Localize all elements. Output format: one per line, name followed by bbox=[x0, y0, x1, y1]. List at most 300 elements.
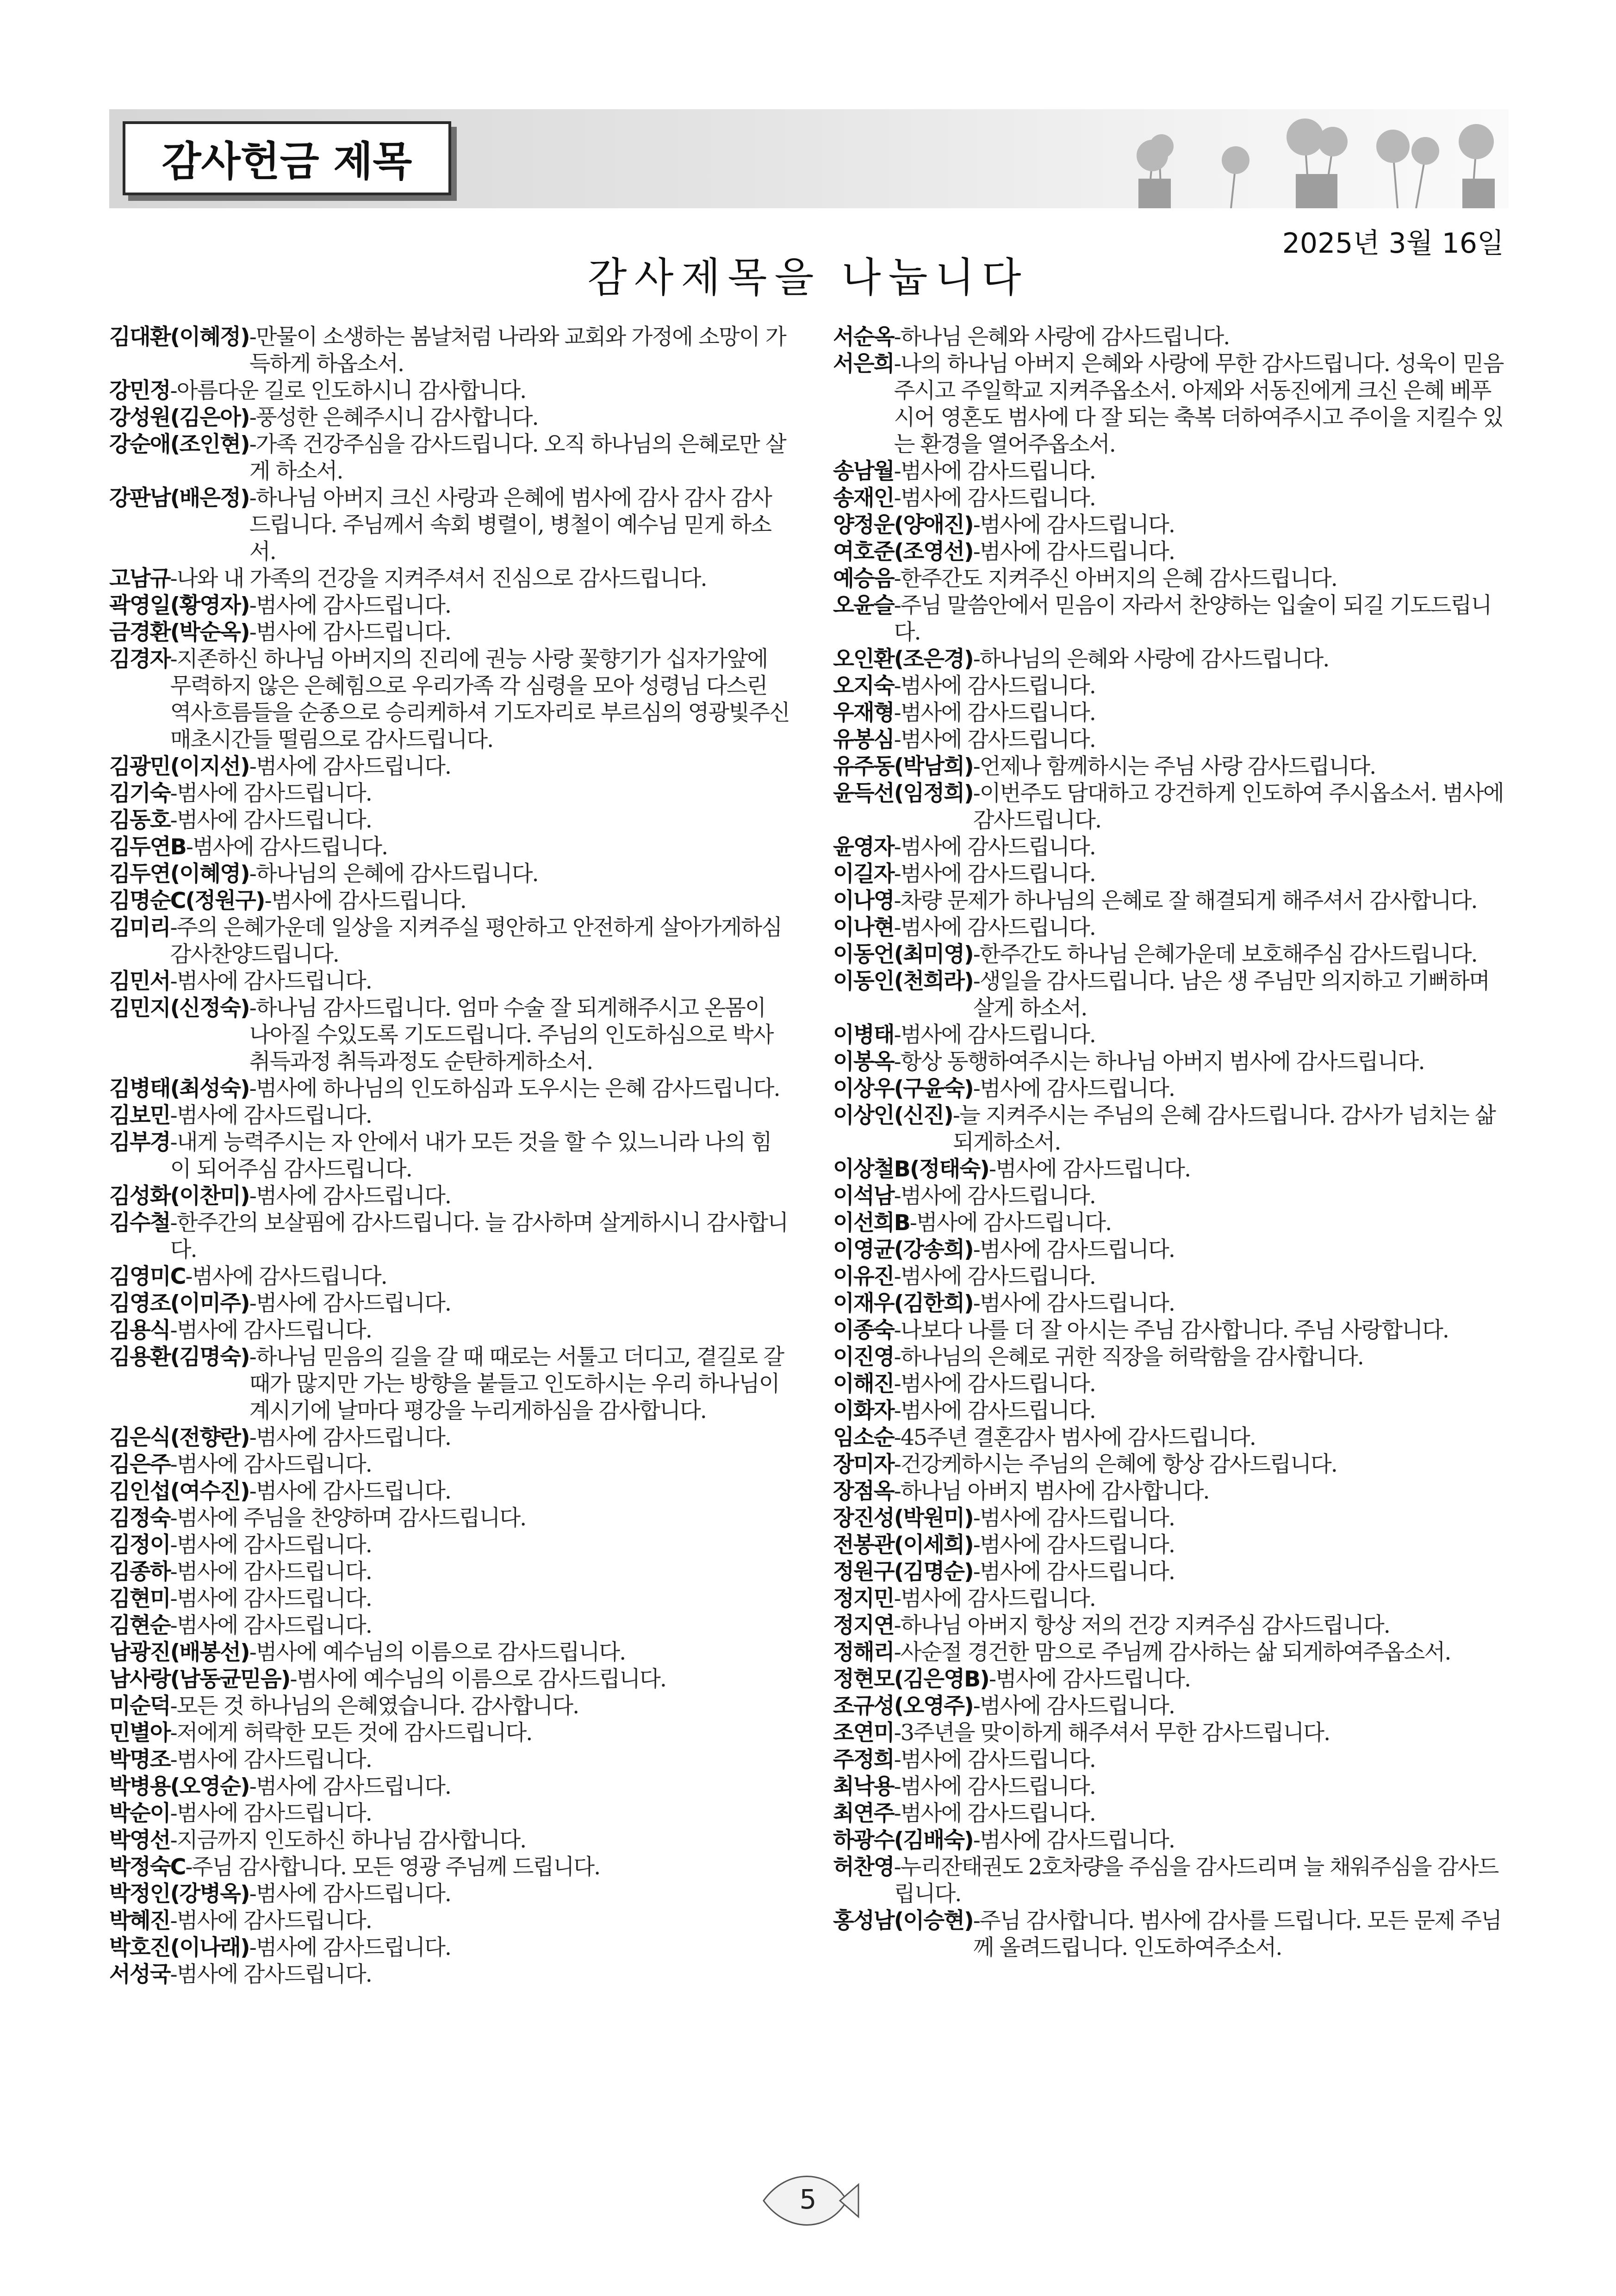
list-item bbox=[109, 1451, 789, 1478]
thanks-message: -범사에 감사드립니다. bbox=[185, 1264, 387, 1289]
thanks-message: -범사에 감사드립니다. bbox=[249, 1291, 451, 1316]
thanks-message: -범사에 감사드립니다. bbox=[264, 888, 466, 914]
thanks-message: -범사에 감사드립니다. bbox=[894, 1264, 1095, 1289]
donor-name: 서은희 bbox=[833, 351, 894, 377]
list-item bbox=[109, 1263, 789, 1290]
list-item bbox=[109, 592, 789, 619]
thanks-message: -주님 말씀안에서 믿음이 자라서 찬양하는 입술이 되길 기도드립니다. bbox=[894, 593, 1492, 645]
page-number: 5 bbox=[799, 2184, 817, 2215]
donor-name: 최낙용 bbox=[833, 1774, 894, 1799]
thanks-message: -하나님 아버지 범사에 감사합니다. bbox=[894, 1479, 1209, 1504]
list-item bbox=[833, 888, 1509, 915]
thanks-message: -범사에 감사드립니다. bbox=[894, 1183, 1095, 1209]
list-item bbox=[833, 1183, 1509, 1210]
thanks-message: -범사에 감사드립니다. bbox=[894, 673, 1095, 699]
list-item bbox=[833, 915, 1509, 941]
list-item bbox=[833, 1586, 1509, 1612]
donor-name: 이나현 bbox=[833, 915, 894, 940]
donor-name: 이종숙 bbox=[833, 1318, 894, 1343]
donor-name: 곽영일(황영자) bbox=[109, 593, 249, 618]
donor-name: 이석남 bbox=[833, 1183, 894, 1209]
list-item bbox=[833, 1854, 1509, 1908]
thanks-message: -늘 지켜주시는 주님의 은혜 감사드립니다. 감사가 넘치는 삶 되게하소서. bbox=[952, 1103, 1495, 1155]
list-item bbox=[833, 1076, 1509, 1102]
donor-name: 이선희B bbox=[833, 1210, 910, 1236]
list-item bbox=[833, 566, 1509, 592]
donor-name: 이영균(강송희) bbox=[833, 1237, 973, 1263]
thanks-message: -지존하신 하나님 아버지의 진리에 권능 사랑 꽃향기가 십자가앞에 무력하지 않은 은혜힘으로 우리가족 각 심령을 모아 성령님 다스린 역사흐름들을 순종으로 승리케하셔 기도자리로 부르심의 영광빛주신 매초시간들 떨림으로 감사드립니다. bbox=[170, 647, 789, 753]
list-item bbox=[109, 1881, 789, 1908]
list-item bbox=[109, 1290, 789, 1317]
thanks-message: -범사에 감사드립니다. bbox=[988, 1667, 1191, 1692]
list-item bbox=[109, 1827, 789, 1854]
thanks-message: -범사에 감사드립니다. bbox=[249, 1935, 451, 1960]
list-item bbox=[109, 1317, 789, 1344]
thanks-message: -범사에 감사드립니다. bbox=[894, 485, 1095, 511]
thanks-message: -누리잔태권도 2호차량을 주심을 감사드리며 늘 채워주심을 감사드립니다. bbox=[894, 1854, 1498, 1907]
donor-name: 박순이 bbox=[109, 1801, 170, 1826]
list-item bbox=[109, 619, 789, 646]
donor-name: 김영조(이미주) bbox=[109, 1291, 249, 1316]
list-item bbox=[833, 941, 1509, 968]
thanks-message: -범사에 예수님의 이름으로 감사드립니다. bbox=[290, 1667, 666, 1692]
list-item bbox=[833, 1425, 1509, 1451]
donor-name: 김현순 bbox=[109, 1613, 170, 1638]
list-item bbox=[833, 1102, 1509, 1156]
donor-name: 김미리 bbox=[109, 915, 170, 940]
list-item bbox=[109, 1102, 789, 1129]
donor-name: 김종하 bbox=[109, 1559, 170, 1585]
donor-name: 장미자 bbox=[833, 1452, 894, 1477]
donor-name: 송남월 bbox=[833, 459, 894, 484]
thanks-message: -내게 능력주시는 자 안에서 내가 모든 것을 할 수 있느니라 나의 힘이 되어주심 감사드립니다. bbox=[170, 1130, 771, 1182]
thanks-message: -범사에 감사드립니다. bbox=[170, 1747, 372, 1773]
list-item bbox=[109, 1183, 789, 1210]
donor-name: 이해진 bbox=[833, 1371, 894, 1397]
thanks-message: -범사에 감사드립니다. bbox=[894, 861, 1095, 887]
donor-name: 김두연B bbox=[109, 834, 186, 860]
list-item bbox=[109, 1505, 789, 1532]
list-item bbox=[109, 646, 789, 753]
list-item bbox=[833, 1022, 1509, 1049]
donor-name: 정지연 bbox=[833, 1613, 894, 1638]
list-item bbox=[109, 1129, 789, 1183]
list-item bbox=[833, 1666, 1509, 1693]
donor-name: 이동언(최미영) bbox=[833, 942, 973, 967]
thanks-message: -하나님의 은혜와 사랑에 감사드립니다. bbox=[973, 647, 1329, 672]
list-item bbox=[109, 1076, 789, 1102]
list-item bbox=[109, 1961, 789, 1988]
list-item bbox=[833, 1908, 1509, 1961]
thanks-message: -아름다운 길로 인도하시니 감사합니다. bbox=[170, 378, 526, 404]
donor-name: 전봉관(이세희) bbox=[833, 1532, 973, 1558]
thanks-message: -나보다 나를 더 잘 아시는 주님 감사합니다. 주님 사랑합니다. bbox=[894, 1318, 1448, 1343]
donor-name: 강판남(배은정) bbox=[109, 485, 249, 511]
list-item bbox=[833, 1773, 1509, 1800]
thanks-message: -범사에 감사드립니다. bbox=[894, 1586, 1095, 1612]
donor-name: 오지숙 bbox=[833, 673, 894, 699]
donor-name: 서성국 bbox=[109, 1962, 170, 1987]
thanks-message: -항상 동행하여주시는 하나님 아버지 범사에 감사드립니다. bbox=[894, 1049, 1424, 1075]
thanks-message: -범사에 감사드립니다. bbox=[973, 1237, 1175, 1263]
thanks-message: -하나님의 은혜로 귀한 직장을 허락함을 감사합니다. bbox=[894, 1344, 1363, 1370]
thanks-message: -범사에 감사드립니다. bbox=[894, 459, 1095, 484]
donor-name: 조연미 bbox=[833, 1720, 894, 1746]
list-item bbox=[833, 1317, 1509, 1344]
donor-name: 강순애(조인현) bbox=[109, 432, 249, 457]
donor-name: 박병용(오영순) bbox=[109, 1774, 249, 1799]
thanks-message: -범사에 감사드립니다. bbox=[249, 754, 451, 779]
list-item bbox=[833, 1451, 1509, 1478]
thanks-message: -한주간도 지켜주신 아버지의 은혜 감사드립니다. bbox=[894, 566, 1337, 591]
donor-name: 김정숙 bbox=[109, 1506, 170, 1531]
list-item bbox=[833, 1210, 1509, 1237]
donor-name: 김수철 bbox=[109, 1210, 170, 1236]
list-item bbox=[833, 1505, 1509, 1532]
list-item bbox=[109, 1532, 789, 1559]
donor-name: 이재우(김한희) bbox=[833, 1291, 973, 1316]
list-item bbox=[833, 1747, 1509, 1773]
donor-name: 정현모(김은영B) bbox=[833, 1667, 989, 1692]
list-item bbox=[833, 539, 1509, 566]
thanks-message: -범사에 감사드립니다. bbox=[186, 834, 388, 860]
thanks-message: -지금까지 인도하신 하나님 감사합니다. bbox=[170, 1828, 526, 1853]
thanks-message: -건강케하시는 주님의 은혜에 항상 감사드립니다. bbox=[894, 1452, 1337, 1477]
list-item bbox=[833, 1049, 1509, 1076]
list-item bbox=[833, 592, 1509, 646]
thanks-message: -범사에 감사드립니다. bbox=[894, 834, 1095, 860]
list-item bbox=[833, 1639, 1509, 1666]
thanks-message: -45주년 결혼감사 범사에 감사드립니다. bbox=[894, 1425, 1256, 1450]
list-item bbox=[109, 1854, 789, 1881]
thanks-message: -범사에 감사드립니다. bbox=[973, 1076, 1175, 1101]
thanks-message: -범사에 감사드립니다. bbox=[894, 1774, 1095, 1799]
thanks-message: -사순절 경건한 맘으로 주님께 감사하는 삶 되게하여주옵소서. bbox=[894, 1640, 1451, 1665]
list-item bbox=[833, 1398, 1509, 1425]
donor-name: 이나영 bbox=[833, 888, 894, 914]
thanks-message: -범사에 감사드립니다. bbox=[170, 1452, 372, 1477]
donor-name: 김병태(최성숙) bbox=[109, 1076, 249, 1101]
thanks-message: -주님 감사합니다. 범사에 감사를 드립니다. 모든 문제 주님께 올려드립니다. 인도하여주소서. bbox=[973, 1908, 1502, 1960]
donor-name: 유봉심 bbox=[833, 727, 894, 753]
list-item bbox=[109, 1908, 789, 1935]
thanks-message: -하나님 아버지 크신 사랑과 은혜에 범사에 감사 감사 감사드립니다. 주님께서 속회 병렬이, 병철이 예수님 믿게 하소서. bbox=[249, 485, 771, 565]
thanks-message: -범사에 감사드립니다. bbox=[973, 1506, 1175, 1531]
thanks-message: -3주년을 맞이하게 해주셔서 무한 감사드립니다. bbox=[894, 1720, 1330, 1746]
list-item bbox=[833, 727, 1509, 753]
list-item bbox=[833, 1371, 1509, 1398]
donor-name: 김부경 bbox=[109, 1130, 170, 1155]
donor-name: 김경자 bbox=[109, 647, 170, 672]
list-item bbox=[109, 968, 789, 995]
list-item bbox=[833, 968, 1509, 1022]
list-item bbox=[833, 673, 1509, 700]
thanks-message: -범사에 감사드립니다. bbox=[249, 620, 451, 645]
thanks-message: -생일을 감사드립니다. 남은 생 주님만 의지하고 기뻐하며 살게 하소서. bbox=[973, 969, 1489, 1021]
donor-name: 오윤슬 bbox=[833, 593, 894, 618]
thanks-message: -범사에 감사드립니다. bbox=[170, 808, 372, 833]
thanks-message: -범사에 주님을 찬양하며 감사드립니다. bbox=[170, 1506, 526, 1531]
thanksgiving-list-right bbox=[833, 324, 1509, 1961]
donor-name: 박정인(강병옥) bbox=[109, 1881, 249, 1907]
list-item bbox=[833, 646, 1509, 673]
donor-name: 이상우(구윤숙) bbox=[833, 1076, 973, 1101]
list-item bbox=[833, 1800, 1509, 1827]
thanks-message: -범사에 감사드립니다. bbox=[170, 1532, 372, 1558]
donor-name: 박호진(이나래) bbox=[109, 1935, 249, 1960]
donor-name: 김현미 bbox=[109, 1586, 170, 1612]
donor-name: 이병태 bbox=[833, 1022, 894, 1048]
thanks-message: -범사에 하나님의 인도하심과 도우시는 은혜 감사드립니다. bbox=[249, 1076, 780, 1101]
list-item bbox=[109, 888, 789, 915]
donor-name: 이유진 bbox=[833, 1264, 894, 1289]
donor-name: 윤영자 bbox=[833, 834, 894, 860]
donor-name: 고남규 bbox=[109, 566, 170, 591]
donor-name: 김용식 bbox=[109, 1318, 170, 1343]
thanks-message: -풍성한 은혜주시니 감사합니다. bbox=[249, 405, 538, 430]
thanks-message: -이번주도 담대하고 강건하게 인도하여 주시옵소서. 범사에 감사드립니다. bbox=[973, 781, 1504, 833]
thanks-message: -범사에 감사드립니다. bbox=[170, 1559, 372, 1585]
donor-name: 정해리 bbox=[833, 1640, 894, 1665]
donor-name: 이봉옥 bbox=[833, 1049, 894, 1075]
thanks-message: -범사에 감사드립니다. bbox=[894, 1022, 1095, 1048]
list-item bbox=[109, 485, 789, 566]
thanks-message: -범사에 감사드립니다. bbox=[170, 1103, 372, 1128]
donor-name: 이화자 bbox=[833, 1398, 894, 1424]
donor-name: 홍성남(이승현) bbox=[833, 1908, 973, 1934]
thanks-message: -하나님 믿음의 길을 갈 때 때로는 서툴고 더디고, 곁길로 갈때가 많지만 가는 방향을 붙들고 인도하시는 우리 하나님이 계시기에 날마다 평강을 누리게하심을 감사합니다. bbox=[249, 1344, 784, 1424]
donor-name: 임소순 bbox=[833, 1425, 894, 1450]
list-item bbox=[833, 324, 1509, 351]
donor-name: 하광수(김배숙) bbox=[833, 1828, 973, 1853]
list-item bbox=[109, 404, 789, 431]
thanks-message: -범사에 감사드립니다. bbox=[973, 1559, 1175, 1585]
donor-name: 장진성(박원미) bbox=[833, 1506, 973, 1531]
list-item bbox=[833, 1344, 1509, 1371]
list-item bbox=[109, 1720, 789, 1747]
list-item bbox=[109, 1478, 789, 1505]
list-item bbox=[109, 378, 789, 404]
list-item bbox=[109, 1586, 789, 1612]
thanks-message: -범사에 감사드립니다. bbox=[973, 1532, 1175, 1558]
donor-name: 이동인(천희라) bbox=[833, 969, 973, 994]
list-item bbox=[109, 1425, 789, 1451]
donor-name: 우재형 bbox=[833, 700, 894, 726]
list-item bbox=[109, 566, 789, 592]
thanks-message: -범사에 감사드립니다. bbox=[894, 727, 1095, 753]
thanks-message: -하나님의 은혜에 감사드립니다. bbox=[249, 861, 538, 887]
donor-name: 이진영 bbox=[833, 1344, 894, 1370]
flower-illustration bbox=[1092, 109, 1509, 208]
donor-name: 남광진(배봉선) bbox=[109, 1640, 249, 1665]
list-item bbox=[833, 1827, 1509, 1854]
donor-name: 박혜진 bbox=[109, 1908, 170, 1934]
thanks-message: -가족 건강주심을 감사드립니다. 오직 하나님의 은혜로만 살게 하소서. bbox=[249, 432, 786, 484]
list-item bbox=[833, 351, 1509, 458]
section-subtitle: 감사제목을 나눕니다 bbox=[587, 254, 1029, 301]
thanks-message: -범사에 감사드립니다. bbox=[170, 781, 372, 806]
donor-name: 윤득선(임정희) bbox=[833, 781, 973, 806]
thanks-message: -범사에 감사드립니다. bbox=[973, 512, 1175, 538]
donor-name: 박영선 bbox=[109, 1828, 170, 1853]
list-item bbox=[833, 1263, 1509, 1290]
donor-name: 정원구(김명순) bbox=[833, 1559, 973, 1585]
donor-name: 김보민 bbox=[109, 1103, 170, 1128]
list-item bbox=[109, 995, 789, 1076]
donor-name: 김민서 bbox=[109, 969, 170, 994]
list-item bbox=[109, 807, 789, 834]
list-item bbox=[833, 1532, 1509, 1559]
thanks-message: -범사에 감사드립니다. bbox=[973, 539, 1175, 565]
thanks-message: -범사에 감사드립니다. bbox=[170, 969, 372, 994]
donor-name: 김동호 bbox=[109, 808, 170, 833]
list-item bbox=[833, 780, 1509, 834]
list-item bbox=[109, 1773, 789, 1800]
thanks-message: -하나님 감사드립니다. 엄마 수술 잘 되게해주시고 온몸이 나아질 수있도록 기도드립니다. 주님의 인도하심으로 박사취득과정 취득과정도 순탄하게하소서. bbox=[249, 996, 773, 1075]
list-item bbox=[109, 1612, 789, 1639]
donor-name: 최연주 bbox=[833, 1801, 894, 1826]
thanks-message: -범사에 감사드립니다. bbox=[249, 1183, 451, 1209]
thanks-message: -범사에 감사드립니다. bbox=[249, 1425, 451, 1450]
donor-name: 박명조 bbox=[109, 1747, 170, 1773]
donor-name: 유주동(박남희) bbox=[833, 754, 973, 779]
thanks-message: -하나님 은혜와 사랑에 감사드립니다. bbox=[894, 324, 1230, 350]
list-item bbox=[833, 753, 1509, 780]
page-title: 감사헌금 제목 bbox=[123, 121, 451, 195]
thanks-message: -주의 은혜가운데 일상을 지켜주실 평안하고 안전하게 살아가게하심 감사찬양드립니다. bbox=[170, 915, 782, 967]
list-item bbox=[833, 1693, 1509, 1720]
donor-name: 양정운(양애진) bbox=[833, 512, 973, 538]
thanks-message: -범사에 감사드립니다. bbox=[249, 1881, 451, 1907]
thanks-message: -범사에 감사드립니다. bbox=[894, 1371, 1095, 1397]
donor-name: 김은주 bbox=[109, 1452, 170, 1477]
donor-name: 김민지(신정숙) bbox=[109, 996, 249, 1021]
thanks-message: -범사에 감사드립니다. bbox=[170, 1586, 372, 1612]
donor-name: 박정숙C bbox=[109, 1854, 186, 1880]
donor-name: 이상인(신진) bbox=[833, 1103, 953, 1128]
list-item bbox=[109, 1210, 789, 1263]
list-item bbox=[109, 1639, 789, 1666]
donor-name: 김두연(이혜영) bbox=[109, 861, 249, 887]
thanks-message: -범사에 감사드립니다. bbox=[973, 1291, 1175, 1316]
donor-name: 예승음 bbox=[833, 566, 894, 591]
list-item bbox=[833, 700, 1509, 727]
list-item bbox=[109, 834, 789, 861]
list-item bbox=[109, 780, 789, 807]
donor-name: 김용환(김명숙) bbox=[109, 1344, 249, 1370]
thanks-message: -범사에 감사드립니다. bbox=[170, 1318, 372, 1343]
thanks-message: -저에게 허락한 모든 것에 감사드립니다. bbox=[170, 1720, 532, 1746]
thanks-message: -한주간도 하나님 은혜가운데 보호해주심 감사드립니다. bbox=[973, 942, 1477, 967]
donor-name: 금경환(박순옥) bbox=[109, 620, 249, 645]
donor-name: 강성원(김은아) bbox=[109, 405, 249, 430]
thanks-message: -차량 문제가 하나님의 은혜로 잘 해결되게 해주셔서 감사합니다. bbox=[894, 888, 1477, 914]
donor-name: 미순덕 bbox=[109, 1693, 170, 1719]
donor-name: 김정이 bbox=[109, 1532, 170, 1558]
list-item bbox=[833, 1290, 1509, 1317]
list-item bbox=[833, 512, 1509, 539]
list-item bbox=[109, 324, 789, 378]
donor-name: 조규성(오영주) bbox=[833, 1693, 973, 1719]
thanks-message: -범사에 감사드립니다. bbox=[894, 700, 1095, 726]
donor-name: 정지민 bbox=[833, 1586, 894, 1612]
thanks-message: -언제나 함께하시는 주님 사랑 감사드립니다. bbox=[973, 754, 1376, 779]
donor-name: 김성화(이찬미) bbox=[109, 1183, 249, 1209]
list-item bbox=[109, 1747, 789, 1773]
thanks-message: -나의 하나님 아버지 은혜와 사랑에 무한 감사드립니다. 성욱이 믿음 주시고 주일학교 지켜주옵소서. 아제와 서동진에게 크신 은혜 베푸시어 영혼도 범사에 다 잘 되는 축복 더하여주시고 주이을 지킬수 있는 환경을 열어주옵소서. bbox=[894, 351, 1504, 457]
thanks-message: -범사에 예수님의 이름으로 감사드립니다. bbox=[249, 1640, 626, 1665]
donor-name: 김명순C(정원구) bbox=[109, 888, 265, 914]
thanks-message: -범사에 감사드립니다. bbox=[988, 1157, 1191, 1182]
donor-name: 장점옥 bbox=[833, 1479, 894, 1504]
donor-name: 주정희 bbox=[833, 1747, 894, 1773]
list-item bbox=[833, 1478, 1509, 1505]
donor-name: 김영미C bbox=[109, 1264, 186, 1289]
thanks-message: -범사에 감사드립니다. bbox=[170, 1801, 372, 1826]
thanks-message: -주님 감사합니다. 모든 영광 주님께 드립니다. bbox=[185, 1854, 600, 1880]
thanks-message: -범사에 감사드립니다. bbox=[170, 1962, 372, 1987]
list-item bbox=[109, 431, 789, 485]
thanks-message: -범사에 감사드립니다. bbox=[249, 1479, 451, 1504]
thanks-message: -범사에 감사드립니다. bbox=[973, 1693, 1175, 1719]
thanks-message: -범사에 감사드립니다. bbox=[894, 1398, 1095, 1424]
donor-name: 김광민(이지선) bbox=[109, 754, 249, 779]
list-item bbox=[109, 1800, 789, 1827]
list-item bbox=[109, 1559, 789, 1586]
list-item bbox=[109, 1935, 789, 1961]
list-item bbox=[833, 458, 1509, 485]
thanks-message: -모든 것 하나님의 은혜였습니다. 감사합니다. bbox=[170, 1693, 579, 1719]
donor-name: 이상철B(정태숙) bbox=[833, 1157, 989, 1182]
thanks-message: -범사에 감사드립니다. bbox=[249, 1774, 451, 1799]
issue-date: 2025년 3월 16일 bbox=[1282, 227, 1504, 260]
donor-name: 김기숙 bbox=[109, 781, 170, 806]
donor-name: 허찬영 bbox=[833, 1854, 894, 1880]
list-item bbox=[833, 1237, 1509, 1263]
list-item bbox=[109, 915, 789, 968]
thanks-message: -범사에 감사드립니다. bbox=[894, 915, 1095, 940]
thanks-message: -범사에 감사드립니다. bbox=[170, 1908, 372, 1934]
thanks-message: -범사에 감사드립니다. bbox=[249, 593, 451, 618]
donor-name: 남사랑(남동균믿음) bbox=[109, 1667, 290, 1692]
thanks-message: -범사에 감사드립니다. bbox=[894, 1801, 1095, 1826]
thanks-message: -하나님 아버지 항상 저의 건강 지켜주심 감사드립니다. bbox=[894, 1613, 1390, 1638]
thanks-message: -한주간의 보살핌에 감사드립니다. 늘 감사하며 살게하시니 감사합니다. bbox=[170, 1210, 788, 1263]
list-item bbox=[833, 1156, 1509, 1183]
thanks-message: -범사에 감사드립니다. bbox=[894, 1747, 1095, 1773]
donor-name: 민별아 bbox=[109, 1720, 170, 1746]
list-item bbox=[109, 753, 789, 780]
donor-name: 송재인 bbox=[833, 485, 894, 511]
thanks-message: -만물이 소생하는 봄날처럼 나라와 교회와 가정에 소망이 가득하게 하옵소서. bbox=[249, 324, 786, 377]
donor-name: 김대환(이혜정) bbox=[109, 324, 249, 350]
donor-name: 김은식(전향란) bbox=[109, 1425, 249, 1450]
list-item bbox=[833, 1612, 1509, 1639]
thanks-message: -나와 내 가족의 건강을 지켜주셔서 진심으로 감사드립니다. bbox=[170, 566, 707, 591]
thanksgiving-list-left bbox=[109, 324, 789, 1988]
donor-name: 강민정 bbox=[109, 378, 170, 404]
donor-name: 서순옥 bbox=[833, 324, 894, 350]
list-item bbox=[833, 485, 1509, 512]
donor-name: 오인환(조은경) bbox=[833, 647, 973, 672]
list-item bbox=[109, 1666, 789, 1693]
thanks-message: -범사에 감사드립니다. bbox=[909, 1210, 1112, 1236]
donor-name: 이길자 bbox=[833, 861, 894, 887]
list-item bbox=[109, 1344, 789, 1425]
thanks-message: -범사에 감사드립니다. bbox=[170, 1613, 372, 1638]
list-item bbox=[833, 861, 1509, 888]
thanks-message: -범사에 감사드립니다. bbox=[973, 1828, 1175, 1853]
